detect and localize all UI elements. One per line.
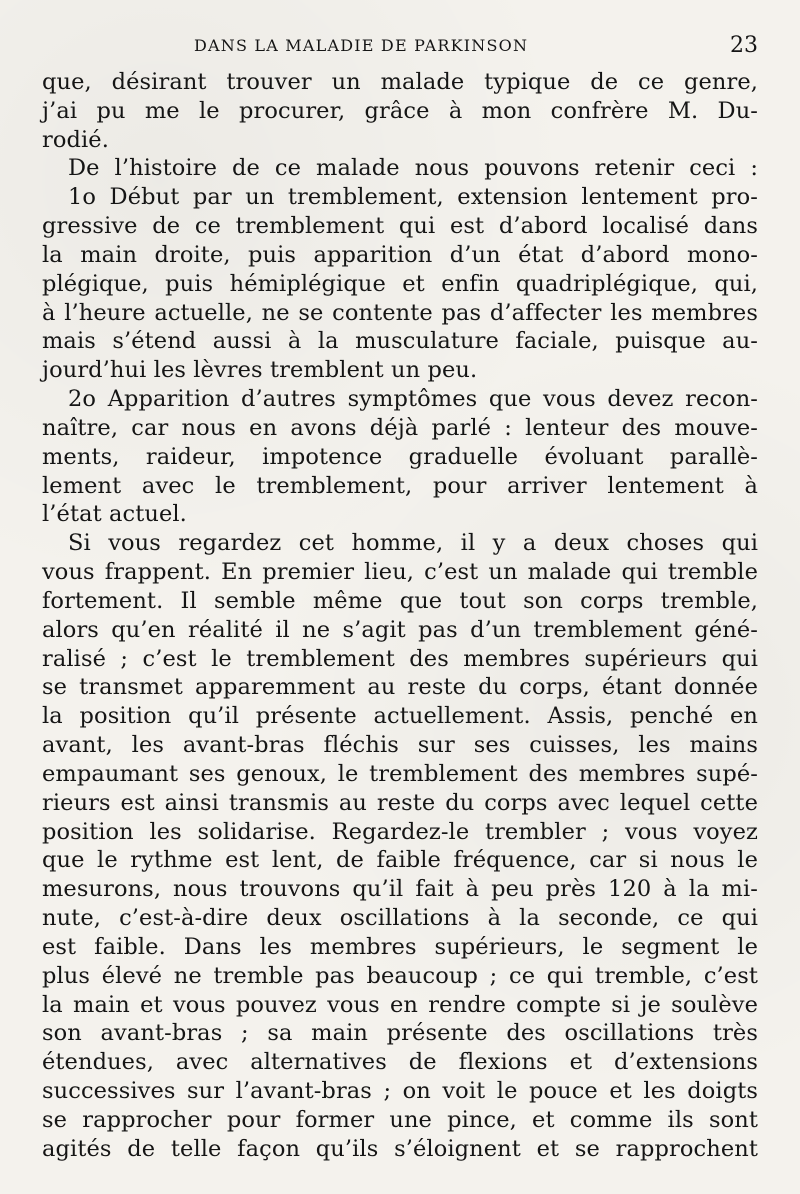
text-line-36: successives sur l’avant-bras ; on voit le pouce et les doigts xyxy=(42,1077,758,1104)
running-header xyxy=(42,34,758,58)
text-line-38: agités de telle façon qu’ils s’éloignent et se rapprochent xyxy=(42,1135,758,1162)
text-line-15: lement avec le tremblement, pour arriver lentement à xyxy=(42,472,758,499)
text-line-28: que le rythme est lent, de faible fréquence, car si nous le xyxy=(42,847,758,874)
text-line-21: ralisé ; c’est le tremblement des membres supérieurs qui xyxy=(42,645,758,672)
text-line-18: vous frappent. En premier lieu, c’est un malade qui tremble xyxy=(42,559,758,586)
text-line-33: la main et vous pouvez vous en rendre compte si je soulève xyxy=(42,991,758,1018)
text-line-32: plus élevé ne tremble pas beaucoup ; ce qui tremble, c’est xyxy=(42,962,758,989)
text-line-16: l’état actuel. xyxy=(42,501,187,528)
text-line-2: j’ai pu me le procurer, grâce à mon confrère M. Du- xyxy=(42,97,758,124)
running-title: DANS LA MALADIE DE PARKINSON xyxy=(194,36,529,55)
body-text xyxy=(42,68,758,1163)
text-line-6: gressive de ce tremblement qui est d’abord localisé dans xyxy=(42,213,758,240)
text-line-9: à l’heure actuelle, ne se contente pas d’affecter les membres xyxy=(42,299,758,326)
text-line-24: avant, les avant-bras fléchis sur ses cuisses, les mains xyxy=(42,732,758,759)
text-line-29: mesurons, nous trouvons qu’il fait à peu près 120 à la mi- xyxy=(42,876,758,903)
text-line-30: nute, c’est-à-dire deux oscillations à la seconde, ce qui xyxy=(42,905,758,932)
text-line-8: plégique, puis hémiplégique et enfin quadriplégique, qui, xyxy=(42,270,758,297)
page-number: 23 xyxy=(730,33,758,58)
text-line-31: est faible. Dans les membres supérieurs, le segment le xyxy=(42,933,758,960)
text-line-4: De l’histoire de ce malade nous pouvons retenir ceci : xyxy=(68,155,758,182)
text-line-35: étendues, avec alternatives de flexions et d’extensions xyxy=(42,1049,758,1076)
text-line-12: 2o Apparition d’autres symptômes que vous devez recon- xyxy=(68,386,758,413)
text-line-23: la position qu’il présente actuellement. Assis, penché en xyxy=(42,703,758,730)
text-line-1: que, désirant trouver un malade typique de ce genre, xyxy=(42,69,758,95)
text-line-19: fortement. Il semble même que tout son corps tremble, xyxy=(42,587,758,614)
text-line-14: ments, raideur, impotence graduelle évoluant parallè- xyxy=(42,443,758,470)
text-line-27: position les solidarise. Regardez-le trembler ; vous voyez xyxy=(42,818,758,845)
text-line-34: son avant-bras ; sa main présente des oscillations très xyxy=(42,1020,758,1047)
text-line-37: se rapprocher pour former une pince, et comme ils sont xyxy=(42,1106,758,1133)
text-line-17: Si vous regardez cet homme, il y a deux choses qui xyxy=(68,530,758,557)
text-line-26: rieurs est ainsi transmis au reste du corps avec lequel cette xyxy=(42,789,758,816)
text-line-13: naître, car nous en avons déjà parlé : lenteur des mouve- xyxy=(42,414,758,441)
text-line-11: jourd’hui les lèvres tremblent un peu. xyxy=(42,357,478,384)
text-line-22: se transmet apparemment au reste du corps, étant donnée xyxy=(42,674,758,701)
text-line-7: la main droite, puis apparition d’un état d’abord mono- xyxy=(42,241,758,268)
text-line-10: mais s’étend aussi à la musculature faciale, puisque au- xyxy=(42,328,758,355)
text-line-3: rodié. xyxy=(42,126,109,153)
text-line-5: 1o Début par un tremblement, extension lentement pro- xyxy=(68,184,758,211)
text-line-25: empaumant ses genoux, le tremblement des membres supé- xyxy=(42,760,758,787)
text-line-20: alors qu’en réalité il ne s’agit pas d’un tremblement géné- xyxy=(42,616,758,643)
